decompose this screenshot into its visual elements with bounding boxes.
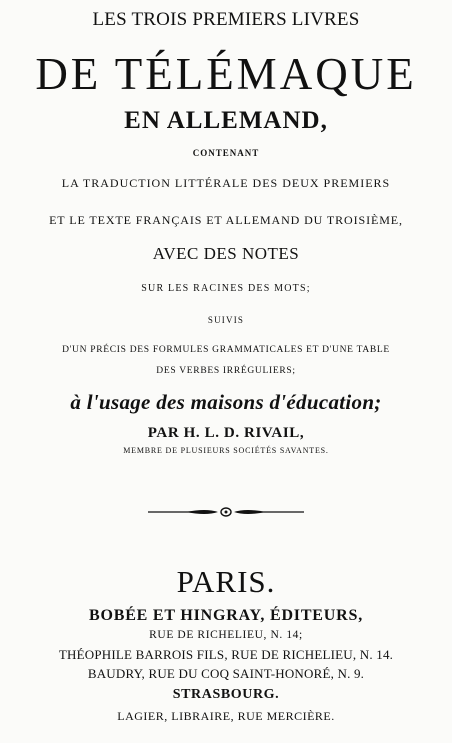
title-line-1: LES TROIS PREMIERS LIVRES xyxy=(92,9,360,30)
imprint-publisher-address: RUE DE RICHELIEU, N. 14; xyxy=(149,629,303,641)
description-line-2: ET LE TEXTE FRANÇAIS ET ALLEMAND DU TROISIÈME, xyxy=(49,213,403,227)
description-suivis: SUIVIS xyxy=(207,315,245,325)
description-usage: à l'usage des maisons d'éducation; xyxy=(70,390,382,414)
contenant-label: CONTENANT xyxy=(192,148,260,158)
imprint-bookseller-2: BAUDRY, RUE DU COQ SAINT-HONORÉ, N. 9. xyxy=(87,666,365,681)
imprint-city-2: STRASBOURG. xyxy=(172,687,280,702)
description-racines: SUR LES RACINES DES MOTS; xyxy=(141,283,311,294)
title-main: DE TÉLÉMAQUE xyxy=(35,49,417,99)
author-affiliation: MEMBRE DE PLUSIEURS SOCIÉTÉS SAVANTES. xyxy=(123,446,329,455)
description-precis: D'UN PRÉCIS DES FORMULES GRAMMATICALES ET D'UNE TABLE xyxy=(62,345,390,355)
imprint-publisher: BOBÉE ET HINGRAY, ÉDITEURS, xyxy=(89,607,363,624)
description-line-1: LA TRADUCTION LITTÉRALE DES DEUX PREMIERS xyxy=(61,176,391,190)
imprint-bookseller-3: LAGIER, LIBRAIRE, RUE MERCIÈRE. xyxy=(117,709,335,723)
description-verbes: DES VERBES IRRÉGULIERS; xyxy=(156,366,296,376)
author-name: PAR H. L. D. RIVAIL, xyxy=(147,425,305,441)
title-subtitle: EN ALLEMAND, xyxy=(124,107,328,134)
imprint-bookseller-1: THÉOPHILE BARROIS FILS, RUE DE RICHELIEU, N. 14. xyxy=(58,647,394,662)
description-notes: AVEC DES NOTES xyxy=(152,244,300,263)
ornament-rule-icon xyxy=(146,506,306,518)
imprint-city: PARIS. xyxy=(176,564,276,599)
